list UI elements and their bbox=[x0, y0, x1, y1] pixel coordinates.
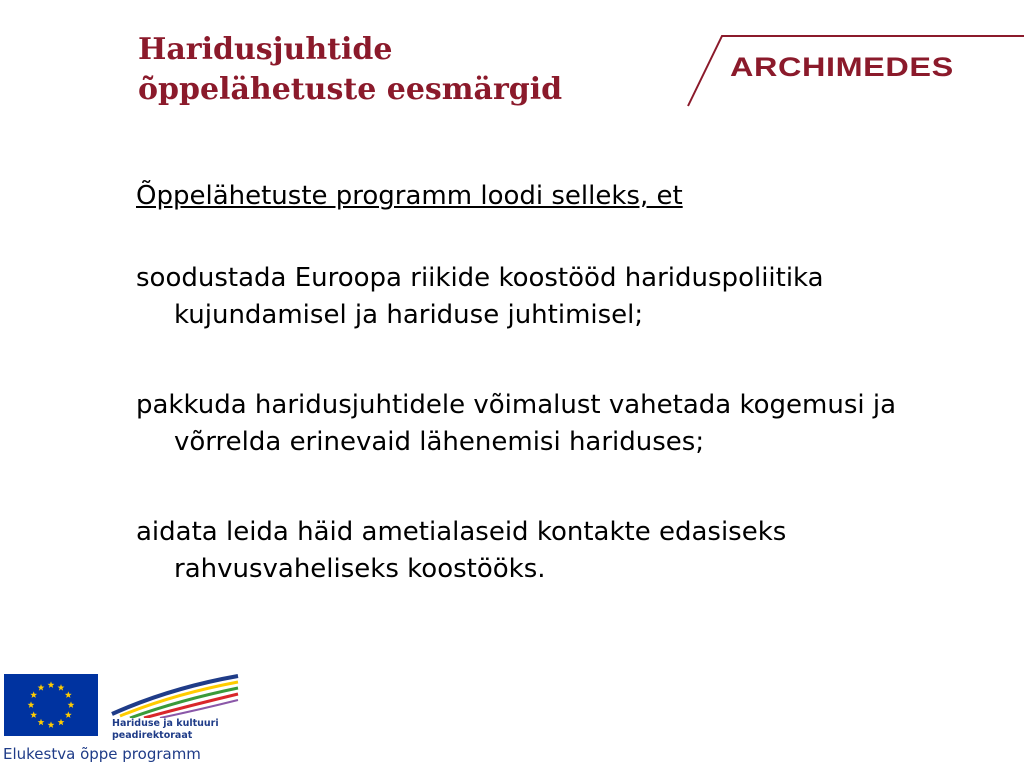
eu-stars-icon bbox=[4, 674, 98, 736]
list-item: pakkuda haridusjuhtidele võimalust vahetada kogemusi ja võrrelda erinevaid lähenemisi hariduses; bbox=[136, 390, 897, 457]
intro-text: Õppelähetuste programm loodi selleks, et bbox=[136, 181, 683, 211]
agency-logo-icon bbox=[110, 674, 242, 718]
list-item: aidata leida häid ametialaseid kontakte edasiseks rahvusvaheliseks koostööks. bbox=[136, 517, 787, 584]
archimedes-logo-text: ARCHIMEDES bbox=[730, 52, 954, 82]
slide-title bbox=[138, 30, 678, 110]
slide-title-line-2: õppelähetuste eesmärgid bbox=[138, 72, 563, 107]
eu-star-icon bbox=[58, 719, 65, 726]
agency-name-line-2: peadirektoraat bbox=[112, 730, 193, 741]
slide-body bbox=[136, 178, 996, 641]
goals-list bbox=[136, 260, 996, 588]
slide-title-line-1: Haridusjuhtide bbox=[138, 32, 393, 67]
agency-name-line-1: Hariduse ja kultuuri bbox=[112, 718, 219, 729]
eu-star-icon bbox=[48, 721, 55, 728]
eu-star-icon bbox=[38, 684, 45, 691]
list-item: soodustada Euroopa riikide koostööd hariduspoliitika kujundamisel ja hariduse juhtimisel; bbox=[136, 263, 824, 330]
eu-star-icon bbox=[48, 681, 55, 688]
program-name: Elukestva õppe programm bbox=[3, 745, 201, 763]
eu-star-icon bbox=[38, 719, 45, 726]
eu-star-icon bbox=[65, 711, 72, 718]
eu-star-icon bbox=[30, 691, 37, 698]
eu-star-icon bbox=[65, 691, 72, 698]
eu-star-icon bbox=[68, 701, 75, 708]
footer-logos bbox=[0, 670, 250, 768]
eu-star-icon bbox=[28, 701, 35, 708]
eu-flag-icon bbox=[4, 674, 98, 736]
agency-name bbox=[112, 718, 219, 742]
eu-star-icon bbox=[30, 711, 37, 718]
eu-star-icon bbox=[58, 684, 65, 691]
archimedes-logo bbox=[680, 30, 1024, 110]
